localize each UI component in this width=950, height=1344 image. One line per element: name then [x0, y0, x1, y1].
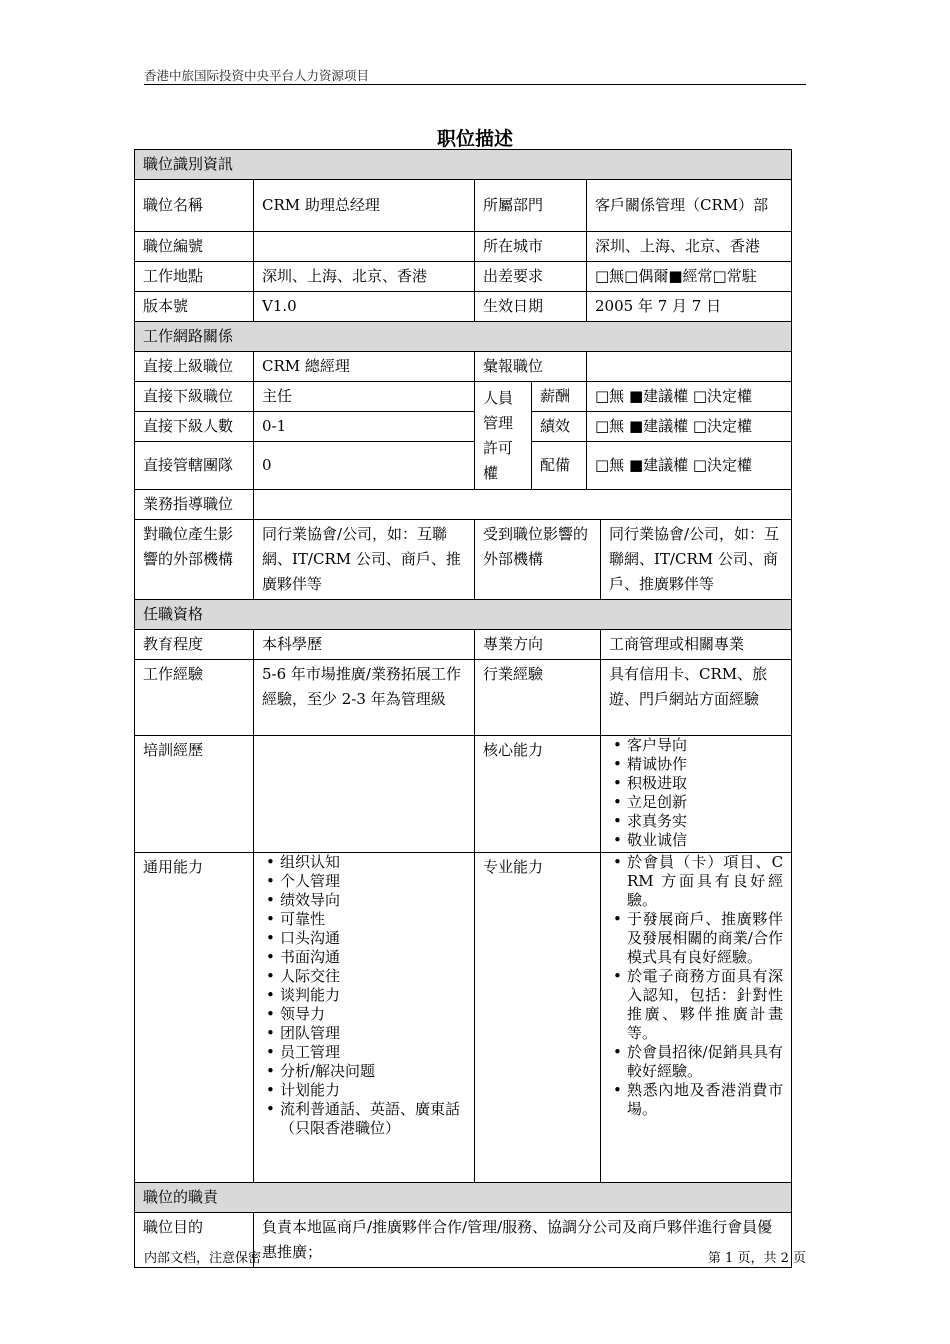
salary-label: 薪酬 — [532, 382, 587, 412]
position-name-value: CRM 助理总经理 — [254, 180, 475, 232]
pro-ability-cell — [601, 853, 792, 1183]
effective-date-value: 2005 年 7 月 7 日 — [587, 292, 792, 322]
industry-label: 行業經驗 — [475, 660, 601, 736]
list-item: • 流利普通話、英語、廣東話（只限香港職位） — [262, 1100, 466, 1138]
core-ability-label: 核心能力 — [475, 736, 601, 853]
list-item: • 于發展商戶、推廣夥伴及發展相關的商業/合作模式具有良好經驗。 — [609, 910, 783, 967]
section-qualification: 任職資格 — [135, 600, 792, 630]
list-item: • 熟悉內地及香港消費市場。 — [609, 1081, 783, 1119]
list-item: • 分析/解决问题 — [262, 1062, 466, 1081]
list-item: • 谈判能力 — [262, 986, 466, 1005]
experience-value: 5-6 年市場推廣/業務拓展工作經驗，至少 2-3 年為管理級 — [254, 660, 475, 736]
team-value: 0 — [254, 442, 475, 490]
list-item: • 书面沟通 — [262, 948, 466, 967]
salary-value: □無 ■建議權 □決定權 — [587, 382, 792, 412]
list-item: • 绩效导向 — [262, 891, 466, 910]
dept-label: 所屬部門 — [475, 180, 587, 232]
version-value: V1.0 — [254, 292, 475, 322]
performance-label: 績效 — [532, 412, 587, 442]
dept-value: 客戶關係管理（CRM）部 — [587, 180, 792, 232]
list-item: • 於電子商務方面具有深入認知，包括：針對性推廣、夥伴推廣計畫等。 — [609, 967, 783, 1043]
report-value — [587, 352, 792, 382]
section-duties: 職位的職責 — [135, 1183, 792, 1213]
travel-label: 出差要求 — [475, 262, 587, 292]
list-item: • 求真务实 — [609, 812, 783, 831]
ext-affected-label: 受到職位影響的外部機構 — [475, 520, 601, 600]
list-item: • 领导力 — [262, 1005, 466, 1024]
ext-influence-label: 對職位產生影響的外部機構 — [135, 520, 254, 600]
major-value: 工商管理或相關專業 — [601, 630, 792, 660]
effective-date-label: 生效日期 — [475, 292, 587, 322]
guide-label: 業務指導職位 — [135, 490, 254, 520]
list-item: • 於會員（卡）項目、CRM 方面具有良好經驗。 — [609, 853, 783, 910]
list-item: • 敬业诚信 — [609, 831, 783, 850]
version-label: 版本號 — [135, 292, 254, 322]
header-rule — [144, 84, 806, 85]
team-label: 直接管轄團隊 — [135, 442, 254, 490]
ext-influence-value: 同行業協會/公司，如：互聯網、IT/CRM 公司、商戶、推廣夥伴等 — [254, 520, 475, 600]
city-value: 深圳、上海、北京、香港 — [587, 232, 792, 262]
list-item: • 员工管理 — [262, 1043, 466, 1062]
major-label: 專業方向 — [475, 630, 601, 660]
document-title: 职位描述 — [436, 128, 513, 150]
section-identity: 職位識別資訊 — [135, 150, 792, 180]
footer-confidential: 内部文档，注意保密 — [144, 1251, 262, 1266]
list-item: • 客户导向 — [609, 736, 783, 755]
training-label: 培訓經歷 — [135, 736, 254, 853]
list-item: • 可靠性 — [262, 910, 466, 929]
footer-page-number: 第 1 页，共 2 页 — [707, 1251, 806, 1266]
core-ability-list — [609, 736, 783, 850]
job-description-table — [134, 149, 792, 1268]
subordinate-label: 直接下級職位 — [135, 382, 254, 412]
position-code-value — [254, 232, 475, 262]
list-item: • 积极进取 — [609, 774, 783, 793]
list-item: • 口头沟通 — [262, 929, 466, 948]
city-label: 所在城市 — [475, 232, 587, 262]
location-label: 工作地點 — [135, 262, 254, 292]
pro-ability-list — [609, 853, 783, 1119]
authority-label: 人員管理許可權 — [475, 382, 532, 490]
experience-label: 工作經驗 — [135, 660, 254, 736]
general-ability-label: 通用能力 — [135, 853, 254, 1183]
report-label: 彙報職位 — [475, 352, 587, 382]
core-ability-cell — [601, 736, 792, 853]
list-item: • 立足创新 — [609, 793, 783, 812]
staffing-label: 配備 — [532, 442, 587, 490]
purpose-label: 職位目的 — [135, 1213, 254, 1268]
travel-value: □無□偶爾■經常□常駐 — [587, 262, 792, 292]
guide-value — [254, 490, 792, 520]
subordinate-value: 主任 — [254, 382, 475, 412]
sub-count-value: 0-1 — [254, 412, 475, 442]
list-item: • 计划能力 — [262, 1081, 466, 1100]
sub-count-label: 直接下級人數 — [135, 412, 254, 442]
staffing-value: □無 ■建議權 □決定權 — [587, 442, 792, 490]
list-item: • 团队管理 — [262, 1024, 466, 1043]
general-ability-cell — [254, 853, 475, 1183]
pro-ability-label: 专业能力 — [475, 853, 601, 1183]
superior-value: CRM 總經理 — [254, 352, 475, 382]
education-label: 教育程度 — [135, 630, 254, 660]
list-item: • 於會員招徠/促銷具具有較好經驗。 — [609, 1043, 783, 1081]
location-value: 深圳、上海、北京、香港 — [254, 262, 475, 292]
industry-value: 具有信用卡、CRM、旅遊、門戶網站方面經驗 — [601, 660, 792, 736]
list-item: • 个人管理 — [262, 872, 466, 891]
performance-value: □無 ■建議權 □決定權 — [587, 412, 792, 442]
ext-affected-value: 同行業協會/公司，如：互聯網、IT/CRM 公司、商戶、推廣夥伴等 — [601, 520, 792, 600]
training-value — [254, 736, 475, 853]
list-item: • 人际交往 — [262, 967, 466, 986]
section-network: 工作網路關係 — [135, 322, 792, 352]
purpose-value: 負責本地區商戶/推廣夥伴合作/管理/服務、協調分公司及商戶夥伴進行會員優惠推廣； — [254, 1213, 792, 1268]
position-name-label: 職位名稱 — [135, 180, 254, 232]
list-item: • 精诚协作 — [609, 755, 783, 774]
page-header: 香港中旅国际投资中央平台人力资源项目 — [144, 68, 370, 83]
education-value: 本科學歷 — [254, 630, 475, 660]
list-item: • 组织认知 — [262, 853, 466, 872]
general-ability-list — [262, 853, 466, 1138]
position-code-label: 職位編號 — [135, 232, 254, 262]
superior-label: 直接上級職位 — [135, 352, 254, 382]
